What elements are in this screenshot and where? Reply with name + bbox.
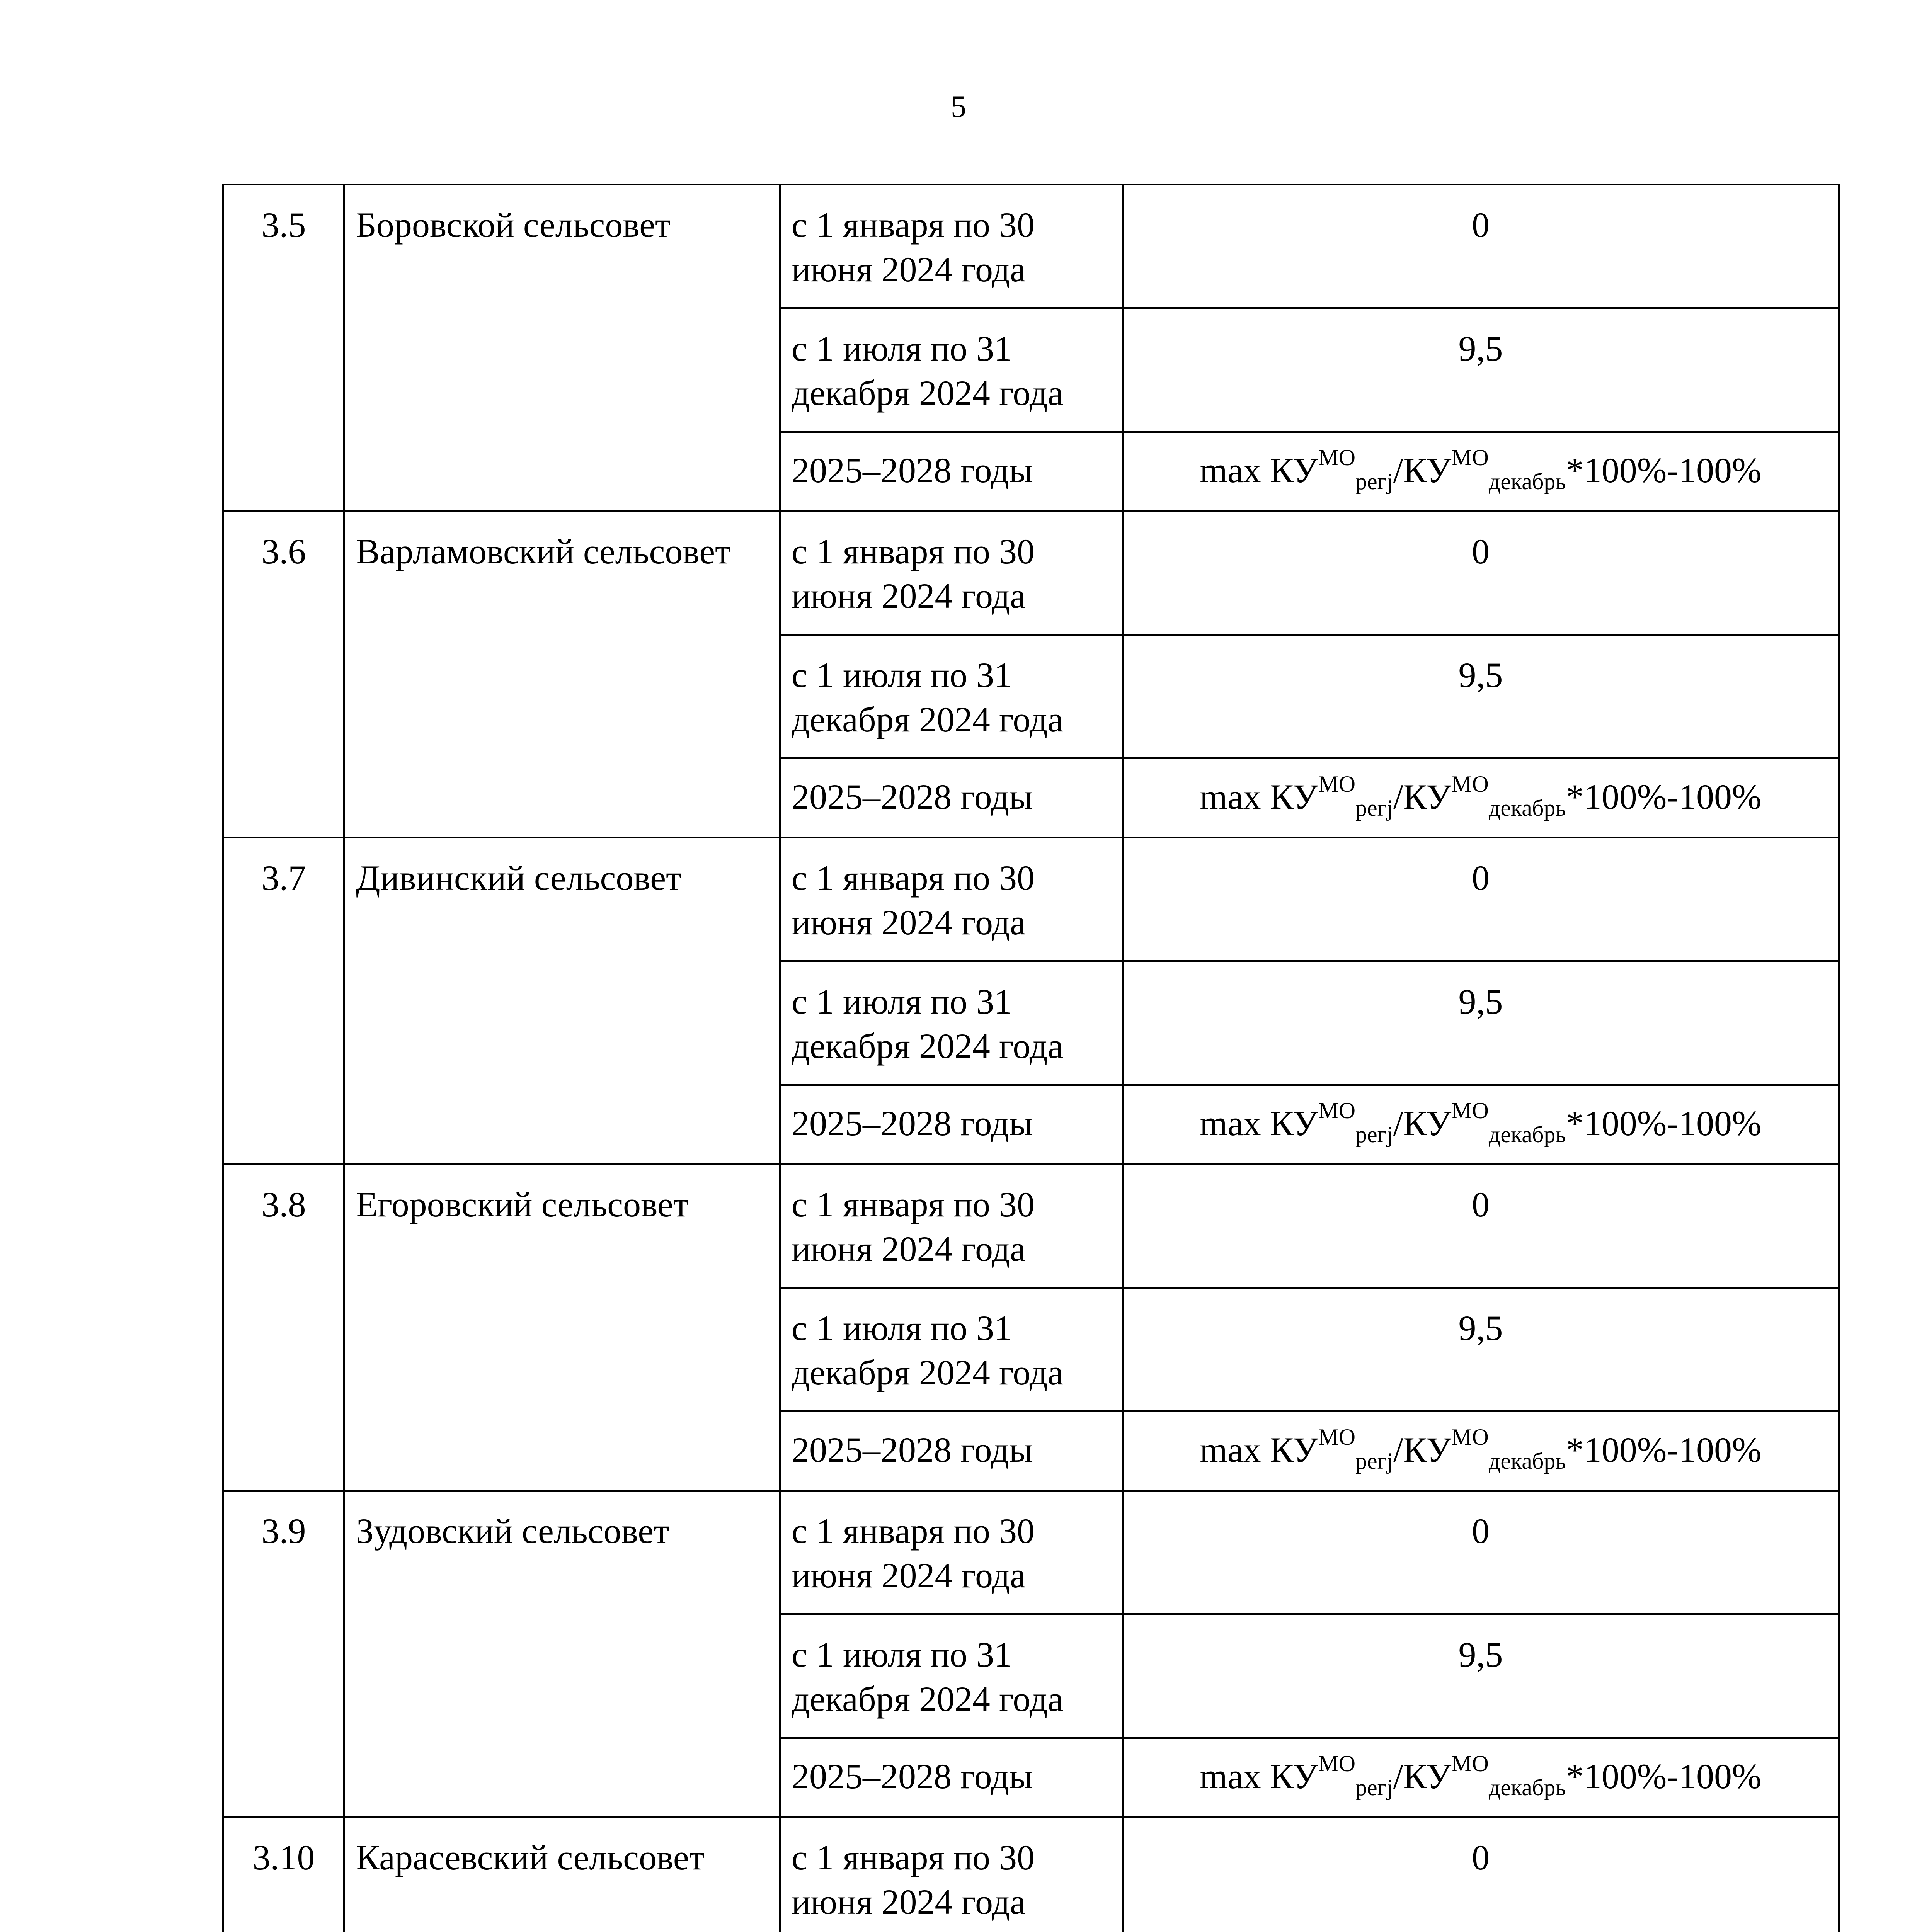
period-years: 2025–2028 годы xyxy=(780,1738,1123,1817)
row-number: 3.5 xyxy=(223,185,344,511)
formula-sup-1: МО xyxy=(1318,771,1356,797)
value-first-half: 0 xyxy=(1123,1164,1839,1288)
formula-sup-1: МО xyxy=(1318,1424,1356,1450)
formula-sup-1: МО xyxy=(1318,445,1356,470)
formula-cell xyxy=(1123,759,1839,838)
formula-sup-1: МО xyxy=(1318,1098,1356,1123)
formula-prefix: max КУ xyxy=(1200,451,1318,490)
period-second-half: с 1 июля по 31 декабря 2024 года xyxy=(780,1614,1123,1738)
formula-sub-1: регj xyxy=(1355,795,1393,821)
tariff-table xyxy=(222,184,1840,1932)
formula-prefix: max КУ xyxy=(1200,1430,1318,1469)
row-number: 3.10 xyxy=(223,1817,344,1932)
row-number: 3.7 xyxy=(223,838,344,1164)
formula-cell xyxy=(1123,1412,1839,1491)
formula-middle: /КУ xyxy=(1393,1757,1452,1796)
municipality-name: Егоровский сельсовет xyxy=(344,1164,780,1491)
formula-sub-1: регj xyxy=(1355,469,1393,494)
value-second-half: 9,5 xyxy=(1123,1614,1839,1738)
formula-suffix: *100%-100% xyxy=(1566,1104,1762,1143)
formula-sub-2: декабрь xyxy=(1488,469,1566,494)
formula-sub-1: регj xyxy=(1355,1448,1393,1474)
value-first-half: 0 xyxy=(1123,1817,1839,1932)
formula-prefix: max КУ xyxy=(1200,1757,1318,1796)
formula-cell xyxy=(1123,1085,1839,1164)
formula-cell xyxy=(1123,432,1839,511)
period-second-half: с 1 июля по 31 декабря 2024 года xyxy=(780,961,1123,1085)
row-number: 3.8 xyxy=(223,1164,344,1491)
formula-sub-2: декабрь xyxy=(1488,795,1566,821)
municipality-name: Зудовский сельсовет xyxy=(344,1491,780,1817)
period-first-half: с 1 января по 30 июня 2024 года xyxy=(780,185,1123,308)
table-row xyxy=(223,185,1839,308)
formula-prefix: max КУ xyxy=(1200,1104,1318,1143)
row-number: 3.9 xyxy=(223,1491,344,1817)
formula-sup-2: МО xyxy=(1451,1098,1489,1123)
value-first-half: 0 xyxy=(1123,838,1839,961)
formula-sub-1: регj xyxy=(1355,1122,1393,1147)
period-second-half: с 1 июля по 31 декабря 2024 года xyxy=(780,635,1123,759)
period-first-half: с 1 января по 30 июня 2024 года xyxy=(780,1817,1123,1932)
period-first-half: с 1 января по 30 июня 2024 года xyxy=(780,1164,1123,1288)
period-years: 2025–2028 годы xyxy=(780,759,1123,838)
formula-sub-2: декабрь xyxy=(1488,1448,1566,1474)
formula-sup-2: МО xyxy=(1451,1424,1489,1450)
formula-sup-2: МО xyxy=(1451,771,1489,797)
formula-cell xyxy=(1123,1738,1839,1817)
municipality-name: Варламовский сельсовет xyxy=(344,511,780,838)
value-first-half: 0 xyxy=(1123,1491,1839,1614)
period-second-half: с 1 июля по 31 декабря 2024 года xyxy=(780,1288,1123,1412)
formula-suffix: *100%-100% xyxy=(1566,1757,1762,1796)
formula-middle: /КУ xyxy=(1393,1104,1452,1143)
page-number: 5 xyxy=(951,90,966,124)
formula-middle: /КУ xyxy=(1393,451,1452,490)
formula-suffix: *100%-100% xyxy=(1566,777,1762,816)
municipality-name: Дивинский сельсовет xyxy=(344,838,780,1164)
value-second-half: 9,5 xyxy=(1123,308,1839,432)
formula-sub-2: декабрь xyxy=(1488,1775,1566,1800)
period-years: 2025–2028 годы xyxy=(780,1085,1123,1164)
formula-middle: /КУ xyxy=(1393,1430,1452,1469)
formula-sub-1: регj xyxy=(1355,1775,1393,1800)
formula-middle: /КУ xyxy=(1393,777,1452,816)
value-second-half: 9,5 xyxy=(1123,635,1839,759)
table-row xyxy=(223,1164,1839,1288)
value-first-half: 0 xyxy=(1123,511,1839,635)
period-first-half: с 1 января по 30 июня 2024 года xyxy=(780,838,1123,961)
table-row xyxy=(223,1817,1839,1932)
period-years: 2025–2028 годы xyxy=(780,432,1123,511)
period-years: 2025–2028 годы xyxy=(780,1412,1123,1491)
period-second-half: с 1 июля по 31 декабря 2024 года xyxy=(780,308,1123,432)
value-second-half: 9,5 xyxy=(1123,961,1839,1085)
formula-sup-2: МО xyxy=(1451,445,1489,470)
municipality-name: Боровской сельсовет xyxy=(344,185,780,511)
formula-sup-1: МО xyxy=(1318,1751,1356,1776)
value-second-half: 9,5 xyxy=(1123,1288,1839,1412)
period-first-half: с 1 января по 30 июня 2024 года xyxy=(780,1491,1123,1614)
table-row xyxy=(223,1491,1839,1614)
municipality-name: Карасевский сельсовет xyxy=(344,1817,780,1932)
formula-sub-2: декабрь xyxy=(1488,1122,1566,1147)
formula-suffix: *100%-100% xyxy=(1566,1430,1762,1469)
period-first-half: с 1 января по 30 июня 2024 года xyxy=(780,511,1123,635)
value-first-half: 0 xyxy=(1123,185,1839,308)
table-row xyxy=(223,511,1839,635)
table-body xyxy=(223,185,1839,1932)
formula-prefix: max КУ xyxy=(1200,777,1318,816)
row-number: 3.6 xyxy=(223,511,344,838)
table-row xyxy=(223,838,1839,961)
formula-sup-2: МО xyxy=(1451,1751,1489,1776)
formula-suffix: *100%-100% xyxy=(1566,451,1762,490)
